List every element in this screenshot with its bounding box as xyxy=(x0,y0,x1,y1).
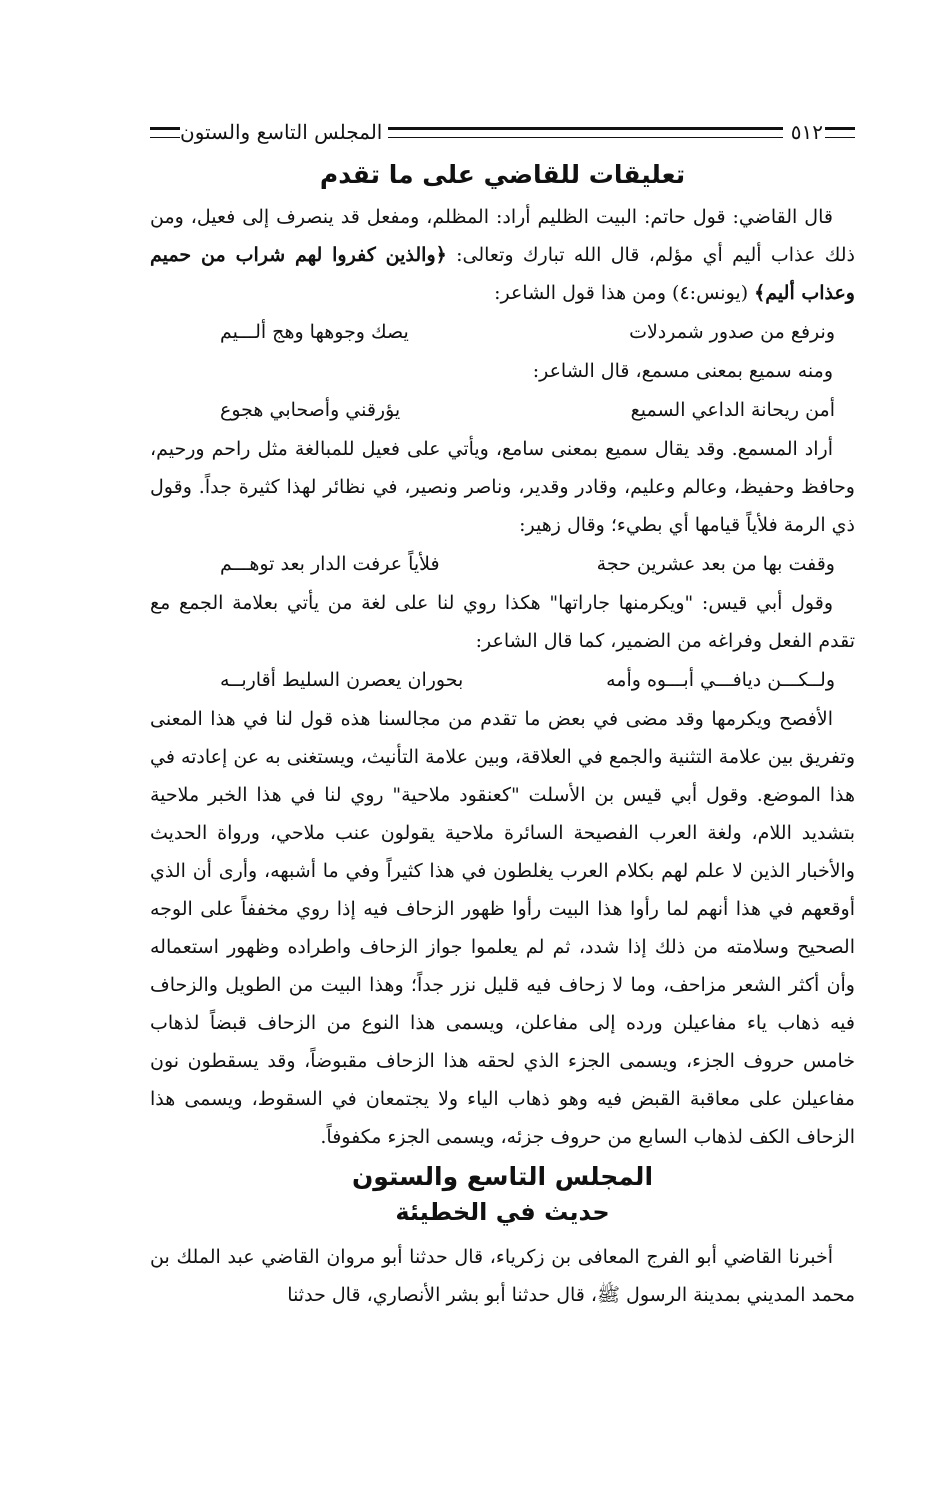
running-title: المجلس التاسع والستون xyxy=(180,120,383,144)
header-rule xyxy=(388,127,782,138)
verse-line xyxy=(150,660,855,700)
verse-first-hemistich: وقفت بها من بعد عشرين حجة xyxy=(596,553,835,575)
section-heading-comments: تعليقات للقاضي على ما تقدم xyxy=(319,160,686,189)
verse-second-hemistich: يؤرقني وأصحابي هجوع xyxy=(220,399,401,421)
chapter-subheading: حديث في الخطيئة xyxy=(395,1198,610,1226)
verse-line xyxy=(150,390,855,430)
chapter-heading: المجلس التاسع والستون xyxy=(351,1162,654,1191)
header-rule-end xyxy=(150,127,180,138)
paragraph: وقول أبي قيس: "ويكرمنها جاراتها" هكذا روي لنا على لغة من يأتي بعلامة الجمع مع تقدم الفعل وفراغه من الضمير، كما قال الشاعر: xyxy=(150,592,855,652)
verse-second-hemistich: بحوران يعصرن السليط أقاربــه xyxy=(220,669,464,691)
verse-first-hemistich: أمن ريحانة الداعي السميع xyxy=(630,399,835,421)
verse-second-hemistich: يصك وجوهها وهج ألـــيم xyxy=(220,321,409,343)
paragraph xyxy=(150,198,855,312)
paragraph: ومنه سميع بمعنى مسمع، قال الشاعر: xyxy=(532,360,833,382)
paragraph: الأفصح ويكرمها وقد مضى في بعض ما تقدم من مجالسنا هذه قول لنا في هذا المعنى وتفريق بين علامة التثنية والجمع في العلاقة، وبين علامة التأنيث، ويستغنى به عن إعادته في هذا الموضع. وقول أبي قيس بن الأسلت "كعنقود ملاحية" روي لنا في هذا الخبر ملاحية بتشديد اللام، ولغة العرب الفصيحة السائرة ملاحية يقولون عنب ملاحي، ورواة الحديث والأخبار الذين لا علم لهم بكلام العرب يغلطون في هذا كثيراً وفي ما أشبهه، وأرى أن الذي أوقعهم في هذا أنهم لما رأوا هذا البيت رأوا ظهور الزحاف فيه إذا روي مخففاً على الوجه الصحيح وسلامته من ذلك إذا شدد، ثم لم يعلموا جواز الزحاف واطراده وظهور استعماله وأن أكثر الشعر مزاحف، وما لا زحاف فيه قليل نزر جداً؛ وهذا البيت من الطويل والزحاف فيه ذهاب ياء مفاعيلن ورده إلى مفاعلن، ويسمى هذا النوع من الزحاف قبضاً لذهاب خامس حروف الجزء، ويسمى الجزء الذي لحقه هذا الزحاف مقبوضاً، وقد يسقطون نون مفاعيلن على معاقبة القبض فيه وهو ذهاب الياء ولا يجتمعان في السقوط، ويسمى هذا الزحاف الكف لذهاب السابع من حروف جزئه، ويسمى الجزء مكفوفاً. xyxy=(150,708,855,1148)
quran-quote: ﴿والذين كفروا لهم شراب من حميم وعذاب أليم﴾ xyxy=(150,244,855,304)
header-rule-short xyxy=(825,127,855,138)
verse-second-hemistich: فلأياً عرفت الدار بعد توهـــم xyxy=(220,553,440,575)
paragraph-text: قال القاضي: قول حاتم: البيت الظليم أراد: المظلم، ومفعل قد ينصرف إلى فعيل، ومن ذلك عذاب أليم أي مؤلم، قال الله تبارك وتعالى: xyxy=(150,206,855,266)
verse-first-hemistich: ونرفع من صدور شمردلات xyxy=(629,321,835,343)
paragraph-text: (يونس:٤) ومن هذا قول الشاعر: xyxy=(494,282,755,304)
paragraph: أراد المسمع. وقد يقال سميع بمعنى سامع، ويأتي على فعيل للمبالغة مثل راحم ورحيم، وحافظ وحفيظ، وعالم وعليم، وقادر وقدير، وناصر ونصير، في نظائر لهذا كثيرة جداً. وقول ذي الرمة فلأياً قيامها أي بطيء؛ وقال زهير: xyxy=(150,438,855,536)
running-header xyxy=(150,110,855,154)
page-number: ٥١٢ xyxy=(790,120,823,144)
verse-first-hemistich: ولــكـــن ديافـــي أبـــوه وأمه xyxy=(606,669,835,691)
verse-line xyxy=(150,544,855,584)
book-page xyxy=(150,110,855,1314)
paragraph: أخبرنا القاضي أبو الفرج المعافى بن زكرياء، قال حدثنا أبو مروان القاضي عبد الملك بن محمد المديني بمدينة الرسول ﷺ، قال حدثنا أبو بشر الأنصاري، قال حدثنا xyxy=(150,1246,855,1306)
verse-line xyxy=(150,312,855,352)
